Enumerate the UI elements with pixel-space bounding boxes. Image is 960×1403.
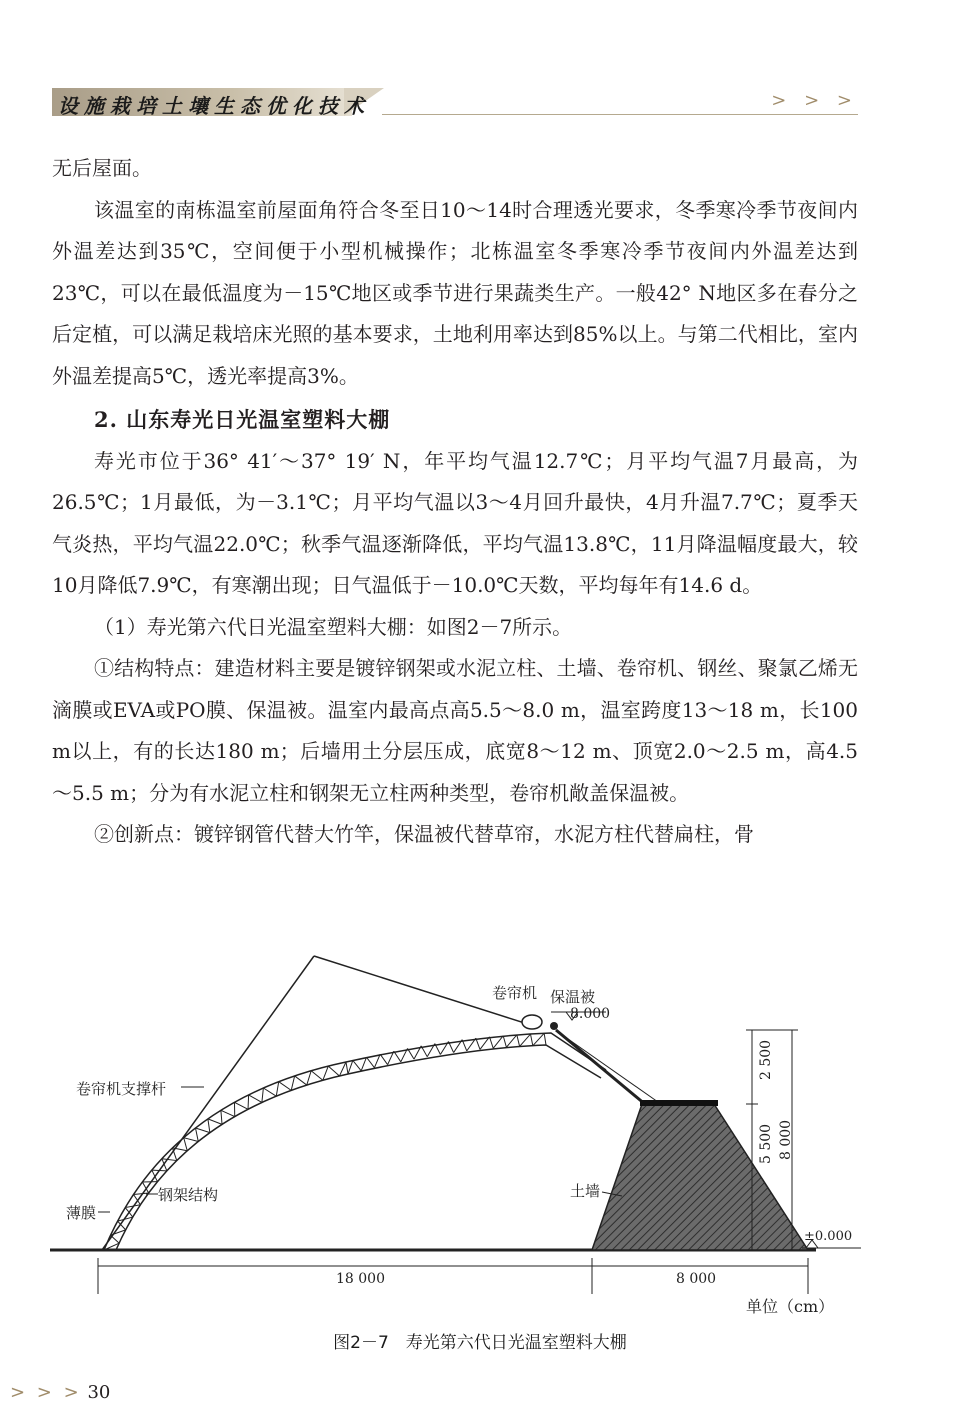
insulation-quilt (556, 1030, 646, 1105)
greenhouse-diagram-svg (46, 950, 866, 1320)
truss-member (517, 1035, 520, 1047)
arch-outer (104, 1033, 606, 1250)
truss-member (307, 1071, 311, 1085)
paragraph: 该温室的南栋温室前屋面角符合冬至日10～14时合理透光要求，冬季寒冷季节夜间内外温差达到35℃，空间便于小型机械操作；北栋温室冬季寒冷季节夜间内外温差达到23℃，可以在最低温度为－15℃地区或季节进行果蔬类生产。一般42° N地区多在春分之后定植，可以满足栽培床光照的基本要求，土地利用率达到85%以上。与第二代相比，室内外温差提高5℃，透光率提高3%。 (52, 197, 858, 388)
truss-member (249, 1095, 262, 1103)
truss-member (248, 1095, 249, 1109)
label-unit: 单位（cm） (746, 1297, 835, 1316)
truss-member (152, 1170, 167, 1171)
truss-member (162, 1159, 177, 1161)
truss-member (196, 1128, 199, 1141)
insulation-quilt-line (561, 1034, 658, 1102)
wall-cap (640, 1100, 718, 1106)
truss-member (110, 1235, 119, 1243)
truss-member (394, 1051, 401, 1062)
earth-wall (592, 1104, 808, 1250)
truss-member (531, 1034, 533, 1046)
section-heading: 2. 山东寿光日光温室塑料大棚 (94, 407, 391, 432)
truss-member (263, 1088, 276, 1096)
truss-member (291, 1076, 294, 1090)
label-steel-frame: 钢架结构 (158, 1186, 219, 1204)
label-elev-top: 8.000 (570, 1006, 611, 1022)
truss-member (353, 1060, 361, 1070)
truss-member (184, 1138, 188, 1151)
footer-arrows-icon: > > > (10, 1382, 82, 1403)
roller-motor-icon (550, 1022, 558, 1030)
label-elev-zero: ±0.000 (804, 1229, 853, 1244)
label-dim-18000: 18 000 (336, 1271, 385, 1287)
arch-inner (116, 1045, 601, 1250)
paragraph: ①结构特点：建造材料主要是镀锌钢架或水泥立柱、土墙、卷帘机、钢丝、聚氯乙烯无滴膜或EVA或PO膜、保温被。温室内最高点高5.5～8.0 m，温室跨度13～18 m，长100 m以上，有的长达180 m；后墙用土分层压成，底宽8～12 m、顶宽2.0～2.5 m，高4.5～5.5 m；分为有水泥立柱和钢架无立柱两种类型，卷帘机敞盖保温被。 (52, 656, 858, 805)
truss-member (490, 1037, 494, 1048)
truss-member (544, 1033, 546, 1045)
figure-caption: 图2－7 寿光第六代日光温室塑料大棚 (333, 1333, 627, 1353)
truss-member (339, 1062, 346, 1076)
truss-member (234, 1102, 248, 1109)
label-support-rod: 卷帘机支撑杆 (76, 1080, 167, 1098)
label-dim-2500: 2 500 (758, 1039, 774, 1080)
truss-member (323, 1066, 328, 1080)
roller-icon (522, 1015, 542, 1029)
paragraph: （1）寿光第六代日光温室塑料大棚：如图2－7所示。 (94, 614, 573, 639)
truss-member (476, 1038, 480, 1049)
truss-member (503, 1036, 506, 1048)
truss-member (346, 1062, 348, 1074)
label-insulation-quilt: 保温被 (550, 988, 596, 1006)
greenhouse-diagram (46, 950, 866, 1320)
label-roller: 卷帘机 (492, 984, 538, 1002)
paragraph: 无后屋面。 (52, 156, 152, 180)
truss-member (134, 1194, 141, 1204)
label-earth-wall: 土墙 (570, 1182, 601, 1200)
truss-member (328, 1066, 339, 1076)
page-footer (10, 1382, 110, 1403)
truss-member (221, 1110, 235, 1116)
truss-member (276, 1082, 278, 1096)
truss-member (196, 1128, 210, 1133)
label-dim-5500: 5 500 (758, 1123, 774, 1164)
body-text (52, 148, 858, 856)
truss-member (311, 1071, 323, 1081)
truss-member (295, 1076, 307, 1085)
header-title: 设施栽培土壤生态优化技术 (58, 94, 370, 118)
truss-member (408, 1048, 415, 1059)
running-header (52, 88, 858, 116)
truss-member (208, 1119, 210, 1133)
paragraph: ②创新点：镀锌钢管代替大竹竿，保温被代替草帘，水泥方柱代替扁柱，骨 (94, 822, 754, 846)
truss-member (533, 1033, 544, 1045)
truss-member (221, 1110, 222, 1124)
header-rule (382, 114, 858, 115)
page-number: 30 (87, 1382, 111, 1403)
label-dim-8000h: 8 000 (676, 1271, 717, 1287)
truss-member (348, 1060, 353, 1074)
truss-member (520, 1034, 531, 1046)
truss-member (262, 1088, 264, 1102)
steel-truss (104, 1033, 546, 1250)
label-dim-8000v: 8 000 (778, 1119, 794, 1160)
truss-member (506, 1035, 516, 1047)
truss-member (279, 1082, 292, 1091)
header-arrows-icon: > > > (771, 90, 858, 111)
truss-member (208, 1119, 222, 1124)
truss-member (380, 1054, 387, 1065)
truss-member (184, 1138, 199, 1142)
paragraph: 寿光市位于36° 41′～37° 19′ N，年平均气温12.7℃；月平均气温7月最高，为26.5℃；1月最低，为－3.1℃；月平均气温以3～4月回升最快，4月升温7.7℃；夏季天气炎热，平均气温22.0℃；秋季气温逐渐降低，平均气温13.8℃，11月降温幅度最大，较10月降低7.9℃，有寒潮出现；日气温低于－10.0℃天数，平均每年有14.6 d。 (52, 448, 858, 597)
label-film: 薄膜 (66, 1204, 97, 1222)
truss-member (367, 1057, 375, 1067)
